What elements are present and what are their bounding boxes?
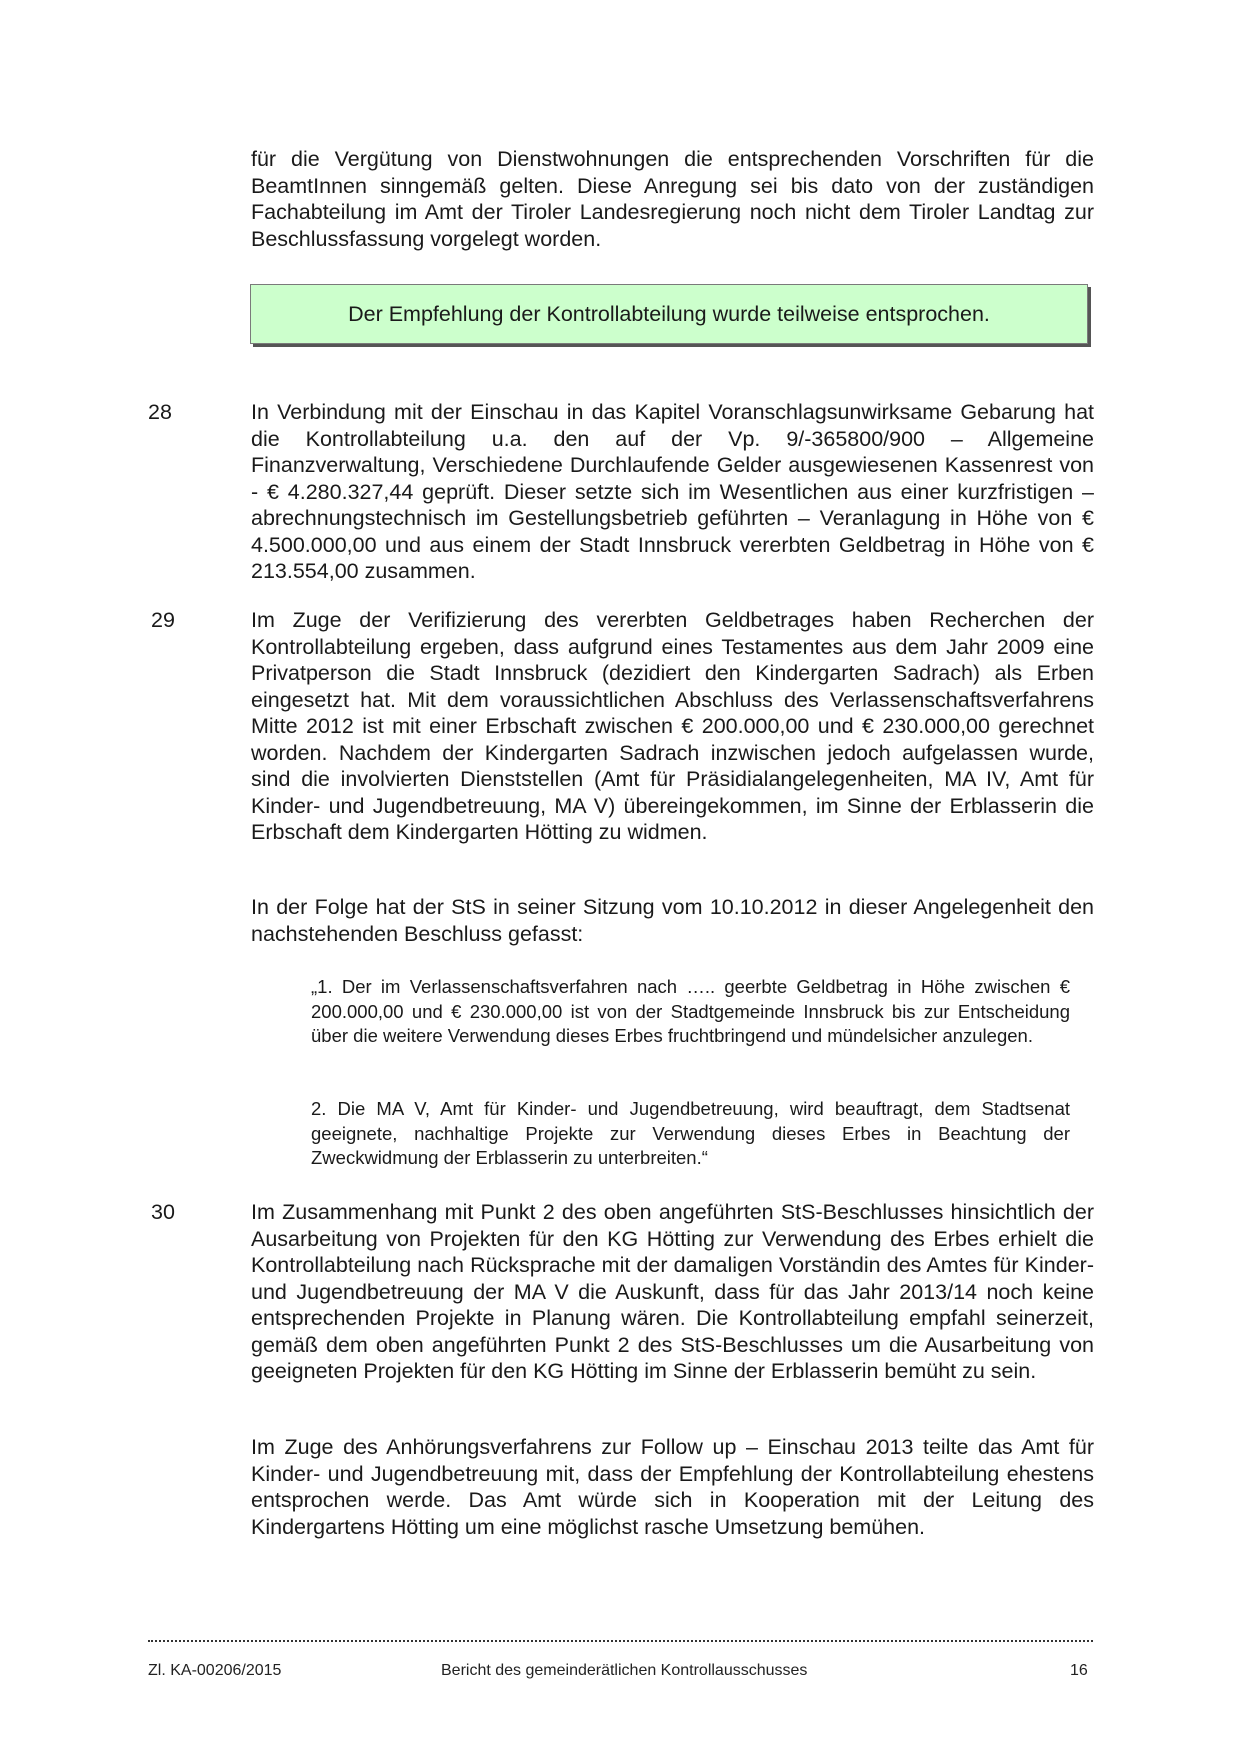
callout-text: Der Empfehlung der Kontrollabteilung wurde teilweise entsprochen.	[348, 301, 990, 326]
section-paragraph: Im Zuge der Verifizierung des vererbten Geldbetrages haben Recherchen der Kontrollabteilung ergeben, dass aufgrund eines Testamentes aus dem Jahr 2009 eine Privatperson die Stadt Innsbruck (dezidiert den Kindergarten Sadrach) als Erben eingesetzt hat. Mit dem voraussichtlichen Abschluss des Verlassenschaftsverfahrens Mitte 2012 ist mit einer Erbschaft zwischen € 200.000,00 und € 230.000,00 gerechnet worden. Nachdem der Kindergarten Sadrach inzwischen jedoch aufgelassen wurde, sind die involvierten Dienststellen (Amt für Präsidialangelegenheiten, MA IV, Amt für Kinder- und Jugendbetreuung, MA V) übereingekommen, im Sinne der Erblasserin die Erbschaft dem Kindergarten Hötting zu widmen.	[251, 608, 1094, 844]
section-number: 28	[148, 400, 172, 424]
section-paragraph: Im Zuge des Anhörungsverfahrens zur Follow up – Einschau 2013 teilte das Amt für Kinder- und Jugendbetreuung mit, dass der Empfehlung der Kontrollabteilung ehestens entsprochen werde. Das Amt würde sich in Kooperation mit der Leitung des Kindergartens Hötting um eine möglichst rasche Umsetzung bemühen.	[251, 1435, 1094, 1539]
section-number: 30	[151, 1200, 175, 1224]
footer-reference: Zl. KA-00206/2015	[148, 1662, 282, 1679]
section-number: 29	[151, 608, 175, 632]
intro-paragraph: für die Vergütung von Dienstwohnungen die entsprechenden Vorschriften für die BeamtInnen sinngemäß gelten. Diese Anregung sei bis dato von der zuständigen Fachabteilung im Amt der Tiroler Landesregierung noch nicht dem Tiroler Landtag zur Beschlussfassung vorgelegt worden.	[251, 147, 1094, 251]
section-paragraph: In Verbindung mit der Einschau in das Kapitel Voranschlagsunwirksame Gebarung hat die Kontrollabteilung u.a. den auf der Vp. 9/-365800/900 – Allgemeine Finanzverwaltung, Verschiedene Durchlaufende Gelder ausgewiesenen Kassenrest von - € 4.280.327,44 geprüft. Dieser setzte sich im Wesentlichen aus einer kurzfristigen – abrechnungstechnisch im Gestellungsbetrieb geführten – Veranlagung in Höhe von € 4.500.000,00 und aus einem der Stadt Innsbruck vererbten Geldbetrag in Höhe von € 213.554,00 zusammen.	[251, 400, 1094, 583]
resolution-quote: 2. Die MA V, Amt für Kinder- und Jugendbetreuung, wird beauftragt, dem Stadtsenat geeignete, nachhaltige Projekte zur Verwendung dieses Erbes in Beachtung der Zweckwidmung der Erblasserin zu unterbreiten.“	[311, 1098, 1070, 1168]
recommendation-callout	[250, 284, 1088, 344]
resolution-quote: „1. Der im Verlassenschaftsverfahren nach ….. geerbte Geldbetrag in Höhe zwischen € 200.000,00 und € 230.000,00 ist von der Stadtgemeinde Innsbruck bis zur Entscheidung über die weitere Verwendung dieses Erbes fruchtbringend und mündelsicher anzulegen.	[311, 976, 1070, 1046]
section-paragraph: Im Zusammenhang mit Punkt 2 des oben angeführten StS-Beschlusses hinsichtlich der Ausarbeitung von Projekten für den KG Hötting zur Verwendung des Erbes erhielt die Kontrollabteilung nach Rücksprache mit der damaligen Vorständin des Amtes für Kinder- und Jugendbetreuung der MA V die Auskunft, dass für das Jahr 2013/14 noch keine entsprechenden Projekte in Planung wären. Die Kontrollabteilung empfahl seinerzeit, gemäß dem oben angeführten Punkt 2 des StS-Beschlusses um die Ausarbeitung von geeigneten Projekten für den KG Hötting im Sinne der Erblasserin bemüht zu sein.	[251, 1200, 1094, 1383]
footer-title: Bericht des gemeinderätlichen Kontrollausschusses	[441, 1662, 808, 1679]
section-paragraph: In der Folge hat der StS in seiner Sitzung vom 10.10.2012 in dieser Angelegenheit den nachstehenden Beschluss gefasst:	[251, 895, 1094, 946]
footer-divider	[148, 1640, 1093, 1642]
page-number: 16	[1070, 1662, 1088, 1679]
